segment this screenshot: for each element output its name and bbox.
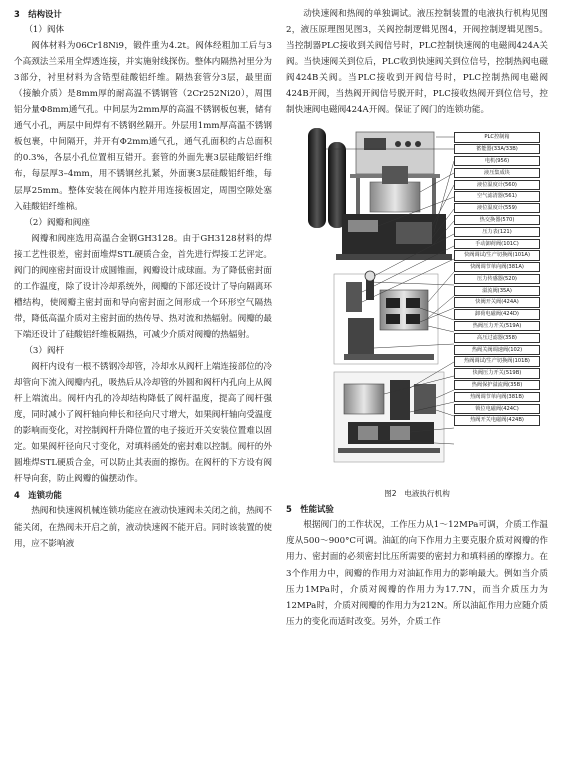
component-label: 液压集成块 xyxy=(454,168,540,178)
component-label: 高压过滤器(358) xyxy=(454,333,540,343)
subsection-heading: （2）阀瓣和阀座 xyxy=(24,217,90,228)
paragraph: 动快速阀和热阀的单独调试。液压控制装置的电液执行机构见图2，液压原理图见图3，关阀控制逻辑见图4，开阀控制逻辑见图5。当控制器PLC接收到关阀信号时，PLC控制快速阀的电磁阀424A关阀。当快速阀关到位后，PLC收到快速阀关到位信号，控制热阀电磁阀424B关阀。当PLC接收到开阀信号时，PLC控制热阀电磁阀424B开阀，当热阀开阀信号脱开时，PLC接收热阀开到位信号，控制快速阀电磁阀424A开阀。保证了阀门的连锁功能。 xyxy=(286,9,548,116)
component-label: 液位温度计(559) xyxy=(454,203,540,213)
component-label: 热阀保护溢流阀(35B) xyxy=(454,380,540,390)
paragraph: 根据阀门的工作状况，工作压力从1～12MPa可调，介质工作温度从500～900°C可调。油缸的向下作用力主要克服介质对阀瓣的作用力、密封面的必须密封比压所需要的密封力和填料函的摩擦力。在3个作用力中，阀瓣的作用力对油缸作用力的影响最大。例如当介质压力1MPa时，介质对阀瓣的作用力为17.7N，而当介质压力为12MPa时，介质对阀瓣的作用力为212N。所以油缸作用力应随介质压力的变化而适时改变。另外，介质工作 xyxy=(286,520,548,627)
paragraph: 热阀和快速阀机械连锁功能应在液动快速阀未关闭之前，热阀不能关闭，在热阀未开启之前，液动快速阀不能开启。同时该装置的使用，应不影响液 xyxy=(14,506,272,549)
component-label: 热阀压力开关(519A) xyxy=(454,321,540,331)
accumulator xyxy=(308,128,326,228)
valve-block xyxy=(346,282,362,312)
component-label: 溢流阀(35A) xyxy=(454,286,540,296)
paragraph: 阀杆内设有一根不锈钢冷却管，冷却水从阀杆上端连接部位的冷却管向下流入阀瓣内孔，吸热后从冷却管的外圆和阀杆内孔向上从阀杆上端流出。阀杆内孔的冷却结构降低了阀杆温度，提高了阀杆强度，同时减小了阀杆轴向伸长和径向尺寸增大，如果阀杆轴向受温度的影响而变化，对控制阀杆升降位置的电子接近开关安装位置难以固定。如果阀杆径向尺寸变化，对填料函处的密封难以控制。阀杆的外圆堆焊STL硬质合金，可以防止其表面的擦伤。在阀杆的下方设有阀杆导向套，防止阀瓣的偏摆动作。 xyxy=(14,362,272,485)
component-label-list xyxy=(454,132,540,427)
component-label: 蓄能器(33A/33B) xyxy=(454,144,540,154)
component-label: 快阀压力开关(519B) xyxy=(454,368,540,378)
left-column xyxy=(14,6,272,552)
component-label: 热阀调节单向阀(381B) xyxy=(454,392,540,402)
figure-electro-hydraulic-actuator xyxy=(286,122,548,487)
component-label: 热阀开关电磁阀(424B) xyxy=(454,415,540,425)
section-heading: 4 连锁功能 xyxy=(14,490,62,501)
subsection-heading: （1）阀体 xyxy=(24,25,65,36)
component-label: 热阀关阀调速阀(102) xyxy=(454,345,540,355)
component-label: 快阀开关阀(424A) xyxy=(454,297,540,307)
section-heading: 5 性能试验 xyxy=(286,504,334,515)
component-label: 热阀调试/生产切换阀(101B) xyxy=(454,356,540,366)
component-label: 液位温度计(560) xyxy=(454,180,540,190)
right-column xyxy=(286,6,548,630)
component-label: 快阀调试/生产切换阀(101A) xyxy=(454,250,540,260)
solenoid-valve xyxy=(390,380,410,420)
component-label: 压力表(121) xyxy=(454,227,540,237)
hydraulic-manifold xyxy=(344,384,384,414)
figure-caption: 图2 电液执行机构 xyxy=(384,489,450,499)
pressure-gauge xyxy=(365,271,375,281)
component-label: 快阀调节单向阀(381A) xyxy=(454,262,540,272)
component-label: 手动卸荷阀(101C) xyxy=(454,239,540,249)
section-heading: 3 结构设计 xyxy=(14,9,62,19)
paragraph: 阀瓣和阀座选用高温合金钢GH3128。由于GH3128材料的焊接工艺性很差，密封面堆焊STL硬质合金，首先进行焊接工艺评定。阀门的阀座密封面设计成圆锥面，阀瓣设计成球面。为了降低密封面的工作温度，除了设计冷却系统外，阀瓣的下部还设计了导向隔离环槽结构，使阀瓣主密封面和导向密封面之间形成一个环形空气隔热带，降低高温介质对主密封面的热传导、热对流和热辐射。阀瓣的最下端还设计了硅酸铝纤维板隔热，可减少介质对阀瓣的热辐射。 xyxy=(14,233,272,340)
component-label: 电机(956) xyxy=(454,156,540,166)
subsection-heading: （3）阀杆 xyxy=(24,345,65,356)
component-label: 卸荷电磁阀(424D) xyxy=(454,309,540,319)
component-label: 空气滤清器(561) xyxy=(454,191,540,201)
hydraulic-manifold xyxy=(370,182,420,212)
component-label: 热交换器(570) xyxy=(454,215,540,225)
paragraph: 阀体材料为06Cr18Ni9，锻件重为4.2t。阀体经粗加工后与3个高颈法兰采用全焊透连接，并实施射线探伤。整体内隔热衬里分为3部分，衬里材料为含锆型硅酸铝纤维。隔热套管分3层，最里面（接触介质）是8mm厚的耐高温不锈钢管（2Cr252Ni20），周围铝分量Φ8mm通气孔。中间层为2mm厚的高温不锈钢板包裹，储有通气小孔，两层中间焊有不锈钢丝隔开。外层用1mm厚高温不锈钢板包裹，中间隔开，并开有Φ2mm通气孔，通气孔面积约占总面积的0.3%，各层小孔位置相互错开。套管的外面先裹3层硅酸铝纤维布，每层厚3–4mm，用不锈钢丝扎紧，外面裹3层硅酸铝纤维，每层厚25mm。整体安装在阀体内腔并用连接板固定，周围空隙处塞入硅酸铝纤维棉。 xyxy=(14,41,272,212)
component-label: PLC控制箱 xyxy=(454,132,540,142)
component-label: 压力传感器(520) xyxy=(454,274,540,284)
component-label: 锁位电磁阀(424C) xyxy=(454,404,540,414)
